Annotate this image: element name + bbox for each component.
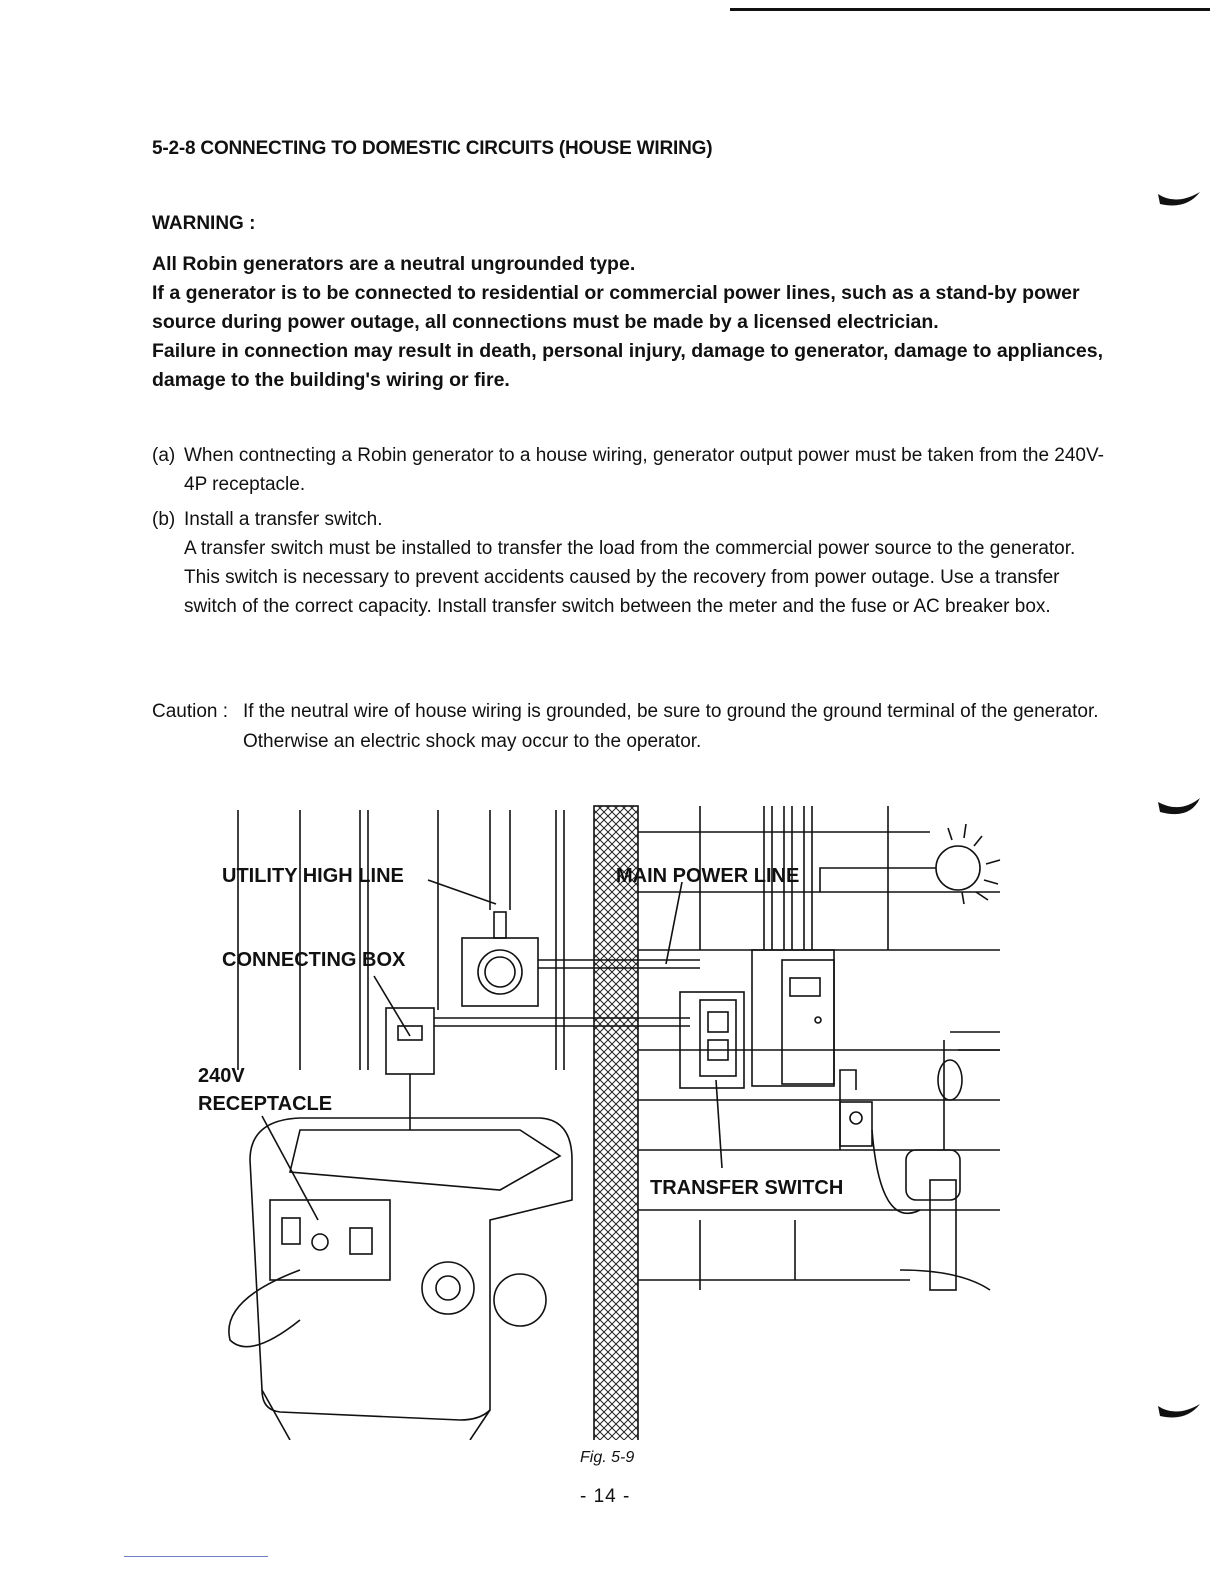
lamp-wire bbox=[820, 868, 936, 892]
generator-frame-leg bbox=[262, 1390, 490, 1440]
generator-frame bbox=[250, 1118, 572, 1420]
pump-motor bbox=[906, 1150, 960, 1200]
list-item-text: When contnecting a Robin generator to a house wiring, generator output power must be taken from the 240V-4P receptacle. bbox=[184, 445, 1104, 495]
warning-line: Failure in connection may result in death, personal injury, damage to generator, damage to appliances, damage to the building's wiring or fire. bbox=[152, 340, 1104, 391]
list-item-text: A transfer switch must be installed to transfer the load from the commercial power source to the generator. This switch is necessary to prevent accidents caused by the recovery from power outage. Use a transfer switch of the correct capacity. Install transfer switch between the meter and the fuse or AC breaker box. bbox=[184, 538, 1076, 617]
bottom-rule bbox=[124, 1556, 268, 1557]
generator-tank bbox=[290, 1130, 560, 1190]
engine-hub bbox=[436, 1276, 460, 1300]
page-number: - 14 - bbox=[580, 1486, 631, 1507]
list-item-label: (a) bbox=[152, 445, 176, 466]
list-item bbox=[152, 505, 1112, 621]
label-240v: 240V bbox=[198, 1065, 245, 1087]
breaker-box bbox=[752, 950, 834, 1086]
panel-receptacle bbox=[350, 1228, 372, 1254]
connecting-box-window bbox=[398, 1026, 422, 1040]
meter-mast bbox=[494, 912, 506, 938]
connecting-box bbox=[386, 1008, 434, 1074]
label-utility-high-line: UTILITY HIGH LINE bbox=[222, 865, 404, 887]
meter-box bbox=[462, 938, 538, 1006]
meter-dial-inner bbox=[485, 957, 515, 987]
leader-line bbox=[374, 976, 410, 1036]
margin-tab-icon bbox=[1156, 1402, 1202, 1424]
breaker-knob bbox=[815, 1017, 821, 1023]
margin-tab-icon bbox=[1156, 796, 1202, 822]
caution-label: Caution : bbox=[152, 701, 229, 722]
pump-wire bbox=[872, 1130, 920, 1213]
pump-base bbox=[900, 1270, 990, 1290]
warning-line: If a generator is to be connected to residential or commercial power lines, such as a stand-by power source during power outage, all connections must be made by a licensed electrician. bbox=[152, 282, 1080, 333]
pipe-fitting bbox=[938, 1060, 962, 1100]
section-heading: 5-2-8 CONNECTING TO DOMESTIC CIRCUITS (HOUSE WIRING) bbox=[152, 138, 713, 159]
switch-lever bbox=[708, 1012, 728, 1032]
lamp-icon bbox=[936, 846, 980, 890]
breaker-window bbox=[790, 978, 820, 996]
outlet-socket bbox=[850, 1112, 862, 1124]
list-item-text: Install a transfer switch. bbox=[184, 509, 383, 530]
label-main-power-line: MAIN POWER LINE bbox=[616, 865, 800, 887]
engine-cover bbox=[422, 1262, 474, 1314]
top-rule bbox=[730, 8, 1210, 11]
figure-caption: Fig. 5-9 bbox=[580, 1449, 635, 1466]
label-receptacle: RECEPTACLE bbox=[198, 1093, 333, 1115]
margin-tab-icon bbox=[1156, 190, 1202, 212]
installation-figure bbox=[0, 800, 1224, 1440]
generator-cable bbox=[229, 1270, 300, 1347]
list-item bbox=[152, 441, 1112, 499]
panel-socket bbox=[312, 1234, 328, 1250]
label-connecting-box: CONNECTING BOX bbox=[222, 949, 406, 971]
instruction-list bbox=[152, 441, 1112, 627]
warning-title: WARNING : bbox=[152, 213, 256, 234]
warning-line: All Robin generators are a neutral ungrounded type. bbox=[152, 253, 636, 275]
caution-note bbox=[152, 697, 1112, 757]
label-transfer-switch: TRANSFER SWITCH bbox=[650, 1177, 844, 1199]
caution-text: If the neutral wire of house wiring is grounded, be sure to ground the ground terminal of the generator. Otherwise an electric shock may occur to the operator. bbox=[243, 701, 1099, 752]
pipe bbox=[950, 1032, 1000, 1050]
wall-column bbox=[594, 806, 638, 1440]
outlet-wire bbox=[840, 1070, 856, 1150]
warning-body bbox=[152, 250, 1112, 395]
engine-cover bbox=[494, 1274, 546, 1326]
list-item-label: (b) bbox=[152, 509, 176, 530]
leader-line bbox=[666, 882, 682, 964]
panel-meter bbox=[282, 1218, 300, 1244]
leader-line bbox=[716, 1080, 722, 1168]
